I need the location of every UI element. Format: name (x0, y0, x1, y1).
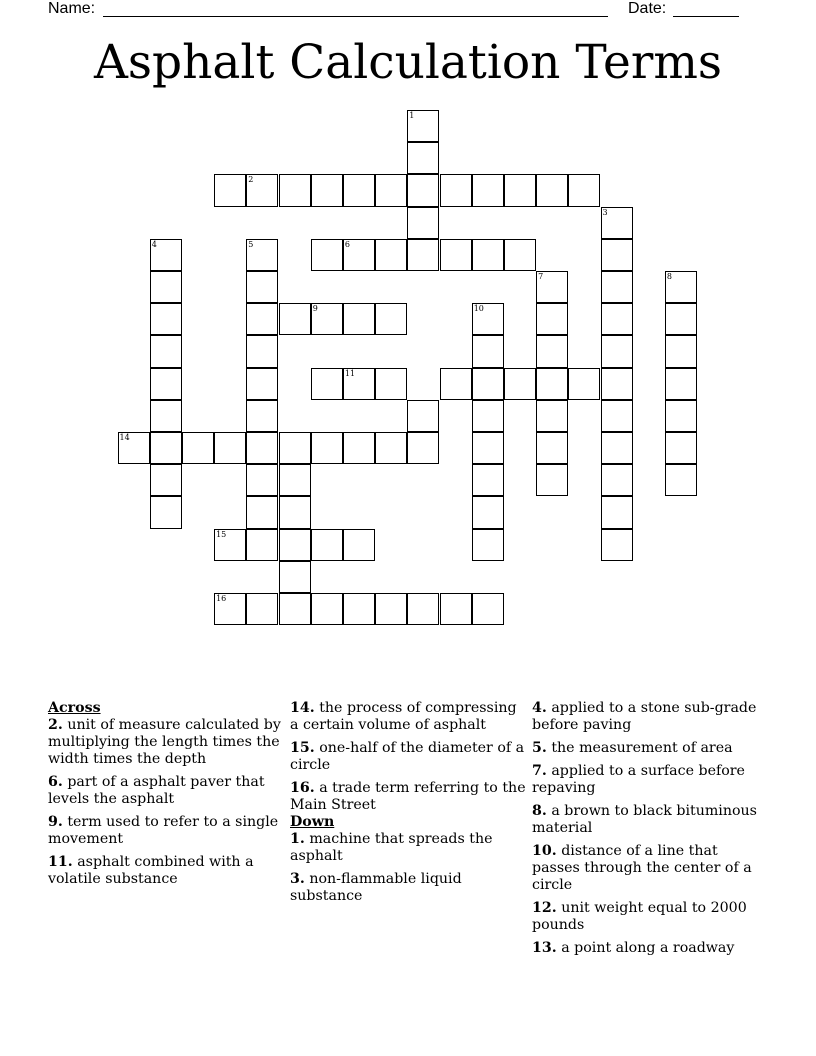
grid-cell[interactable] (601, 368, 633, 400)
clue-number: 14. (290, 700, 315, 716)
grid-cell[interactable] (407, 239, 439, 271)
clue-number: 5. (532, 740, 547, 756)
grid-cell[interactable] (536, 368, 568, 400)
cell-number: 8 (666, 272, 672, 281)
grid-cell[interactable] (472, 529, 504, 561)
grid-cell[interactable] (279, 496, 311, 528)
grid-cell[interactable] (279, 529, 311, 561)
clue-number: 13. (532, 940, 557, 956)
grid-cell[interactable] (665, 303, 697, 335)
clue-text: unit of measure calculated by multiplying the length times the width times the depth (48, 717, 281, 767)
clue-text: part of a asphalt paver that levels the asphalt (48, 774, 265, 807)
grid-cell[interactable] (601, 239, 633, 271)
cell-number: 1 (409, 111, 415, 120)
clue-down-3 (290, 871, 526, 905)
grid-cell[interactable] (343, 303, 375, 335)
grid-cell[interactable] (150, 239, 182, 271)
clue-down-5 (532, 740, 768, 757)
grid-cell[interactable] (407, 207, 439, 239)
grid-cell[interactable] (440, 368, 472, 400)
clue-text: the process of compressing a certain volume of asphalt (290, 700, 517, 733)
grid-cell[interactable] (536, 464, 568, 496)
grid-cell[interactable] (472, 464, 504, 496)
cell-number: 5 (248, 239, 254, 249)
grid-cell[interactable] (601, 303, 633, 335)
clue-number: 16. (290, 780, 315, 796)
grid-cell[interactable] (601, 335, 633, 367)
grid-cell[interactable] (311, 239, 343, 271)
grid-cell[interactable] (311, 529, 343, 561)
grid-cell[interactable] (665, 432, 697, 464)
grid-cell[interactable] (375, 593, 407, 625)
clue-text: distance of a line that passes through the center of a circle (532, 843, 752, 893)
grid-cell[interactable] (504, 368, 536, 400)
clue-number: 11. (48, 854, 73, 870)
grid-cell[interactable] (311, 368, 343, 400)
grid-cell[interactable] (472, 303, 504, 335)
grid-cell[interactable] (246, 400, 278, 432)
grid-cell[interactable] (279, 174, 311, 206)
grid-cell[interactable] (246, 335, 278, 367)
cell-number: 6 (344, 239, 350, 249)
clue-text: applied to a surface before repaving (532, 763, 745, 796)
grid-cell[interactable] (150, 464, 182, 496)
grid-cell[interactable] (246, 593, 278, 625)
date-label: Date: (628, 0, 667, 17)
grid-cell[interactable] (214, 593, 246, 625)
grid-cell[interactable] (246, 496, 278, 528)
clue-number: 8. (532, 803, 547, 819)
grid-cell[interactable] (246, 271, 278, 303)
clue-down-13 (532, 940, 768, 957)
clue-across-11 (48, 854, 284, 888)
grid-cell[interactable] (214, 529, 246, 561)
grid-cell[interactable] (472, 174, 504, 206)
grid-cell[interactable] (343, 432, 375, 464)
grid-cell[interactable] (536, 400, 568, 432)
grid-cell[interactable] (375, 174, 407, 206)
grid-cell[interactable] (150, 335, 182, 367)
clue-across-2 (48, 717, 284, 768)
clue-number: 6. (48, 774, 63, 790)
cell-number: 2 (248, 175, 254, 185)
clue-number: 3. (290, 871, 305, 887)
clue-text: term used to refer to a single movement (48, 814, 279, 847)
grid-cell[interactable] (343, 593, 375, 625)
clue-number: 15. (290, 740, 315, 756)
clue-across-15 (290, 740, 526, 774)
grid-cell[interactable] (665, 335, 697, 367)
grid-cell[interactable] (665, 464, 697, 496)
page-title: Asphalt Calculation Terms (93, 35, 723, 90)
clue-across-9 (48, 814, 284, 848)
grid-cell[interactable] (568, 368, 600, 400)
cell-number: 14 (119, 433, 130, 442)
clue-down-8 (532, 803, 768, 837)
clues-column-1 (48, 700, 284, 894)
clue-across-14 (290, 700, 526, 734)
grid-cell[interactable] (279, 303, 311, 335)
grid-cell[interactable] (472, 593, 504, 625)
clue-text: machine that spreads the asphalt (290, 831, 493, 864)
grid-cell[interactable] (407, 432, 439, 464)
grid-cell[interactable] (375, 432, 407, 464)
grid-cell[interactable] (311, 174, 343, 206)
clue-across-16 (290, 780, 526, 814)
grid-cell[interactable] (472, 335, 504, 367)
clue-text: unit weight equal to 2000 pounds (532, 900, 747, 933)
grid-cell[interactable] (150, 400, 182, 432)
clue-number: 12. (532, 900, 557, 916)
cell-number: 15 (216, 529, 227, 539)
clue-number: 7. (532, 763, 547, 779)
cell-number: 9 (312, 304, 318, 314)
cell-number: 4 (151, 239, 157, 249)
grid-cell[interactable] (150, 303, 182, 335)
grid-cell[interactable] (214, 432, 246, 464)
name-label: Name: (48, 0, 96, 17)
across-heading: Across (48, 700, 101, 716)
grid-cell[interactable] (504, 174, 536, 206)
clue-text: a trade term referring to the Main Street (290, 780, 526, 813)
clue-number: 4. (532, 700, 547, 716)
grid-cell[interactable] (407, 400, 439, 432)
grid-cell[interactable] (311, 303, 343, 335)
clue-down-4 (532, 700, 768, 734)
grid-cell[interactable] (407, 142, 439, 174)
grid-cell[interactable] (246, 432, 278, 464)
grid-cell[interactable] (665, 368, 697, 400)
cell-number: 10 (473, 304, 484, 314)
clue-down-10 (532, 843, 768, 894)
grid-cell[interactable] (601, 464, 633, 496)
grid-cell[interactable] (407, 174, 439, 206)
clue-down-12 (532, 900, 768, 934)
grid-cell[interactable] (150, 432, 182, 464)
grid-cell[interactable] (472, 368, 504, 400)
clue-text: a brown to black bituminous material (532, 803, 757, 836)
grid-cell[interactable] (214, 174, 246, 206)
cell-number: 11 (344, 368, 356, 378)
grid-cell[interactable] (311, 432, 343, 464)
grid-cell[interactable] (601, 271, 633, 303)
grid-cell[interactable] (182, 432, 214, 464)
clue-number: 2. (48, 717, 63, 733)
grid-cell[interactable] (246, 464, 278, 496)
grid-cell[interactable] (279, 464, 311, 496)
clue-down-1 (290, 831, 526, 865)
grid-cell[interactable] (246, 239, 278, 271)
clues-column-3 (532, 700, 768, 963)
grid-cell[interactable] (504, 239, 536, 271)
clue-text: non-flammable liquid substance (290, 871, 462, 904)
grid-cell[interactable] (246, 303, 278, 335)
grid-cell[interactable] (440, 174, 472, 206)
grid-cell[interactable] (601, 529, 633, 561)
clue-text: applied to a stone sub-grade before paving (532, 700, 757, 733)
grid-cell[interactable] (472, 400, 504, 432)
grid-cell[interactable] (601, 207, 633, 239)
grid-cell[interactable] (150, 368, 182, 400)
grid-cell[interactable] (375, 239, 407, 271)
grid-cell[interactable] (601, 400, 633, 432)
grid-cell[interactable] (246, 174, 278, 206)
down-heading: Down (290, 814, 335, 830)
clue-number: 9. (48, 814, 63, 830)
grid-cell[interactable] (407, 110, 439, 142)
grid-cell[interactable] (343, 529, 375, 561)
cell-number: 3 (602, 207, 608, 217)
grid-cell[interactable] (536, 303, 568, 335)
cell-number: 7 (538, 272, 544, 281)
grid-cell[interactable] (601, 432, 633, 464)
clue-text: asphalt combined with a volatile substance (48, 854, 254, 887)
clue-number: 10. (532, 843, 557, 859)
grid-cell[interactable] (279, 561, 311, 593)
clue-text: one-half of the diameter of a circle (290, 740, 525, 773)
clue-text: a point along a roadway (561, 940, 735, 956)
grid-cell[interactable] (601, 496, 633, 528)
grid-cell[interactable] (375, 303, 407, 335)
grid-cell[interactable] (150, 271, 182, 303)
grid-cell[interactable] (246, 529, 278, 561)
grid-cell[interactable] (440, 593, 472, 625)
grid-cell[interactable] (279, 432, 311, 464)
grid-cell[interactable] (472, 432, 504, 464)
grid-cell[interactable] (150, 496, 182, 528)
grid-cell[interactable] (311, 593, 343, 625)
clue-across-6 (48, 774, 284, 808)
grid-cell[interactable] (279, 593, 311, 625)
clue-down-7 (532, 763, 768, 797)
cell-number: 16 (216, 594, 227, 603)
grid-cell[interactable] (375, 368, 407, 400)
grid-cell[interactable] (536, 174, 568, 206)
grid-cell[interactable] (246, 368, 278, 400)
grid-cell[interactable] (536, 271, 568, 303)
grid-cell[interactable] (343, 239, 375, 271)
grid-cell[interactable] (568, 174, 600, 206)
grid-cell[interactable] (343, 368, 375, 400)
clues-column-2 (290, 700, 526, 911)
grid-cell[interactable] (536, 432, 568, 464)
grid-cell[interactable] (665, 271, 697, 303)
grid-cell[interactable] (407, 593, 439, 625)
grid-cell[interactable] (440, 239, 472, 271)
grid-cell[interactable] (536, 335, 568, 367)
grid-cell[interactable] (472, 239, 504, 271)
clue-text: the measurement of area (551, 740, 733, 756)
clue-number: 1. (290, 831, 305, 847)
grid-cell[interactable] (665, 400, 697, 432)
grid-cell[interactable] (118, 432, 150, 464)
grid-cell[interactable] (472, 496, 504, 528)
grid-cell[interactable] (343, 174, 375, 206)
